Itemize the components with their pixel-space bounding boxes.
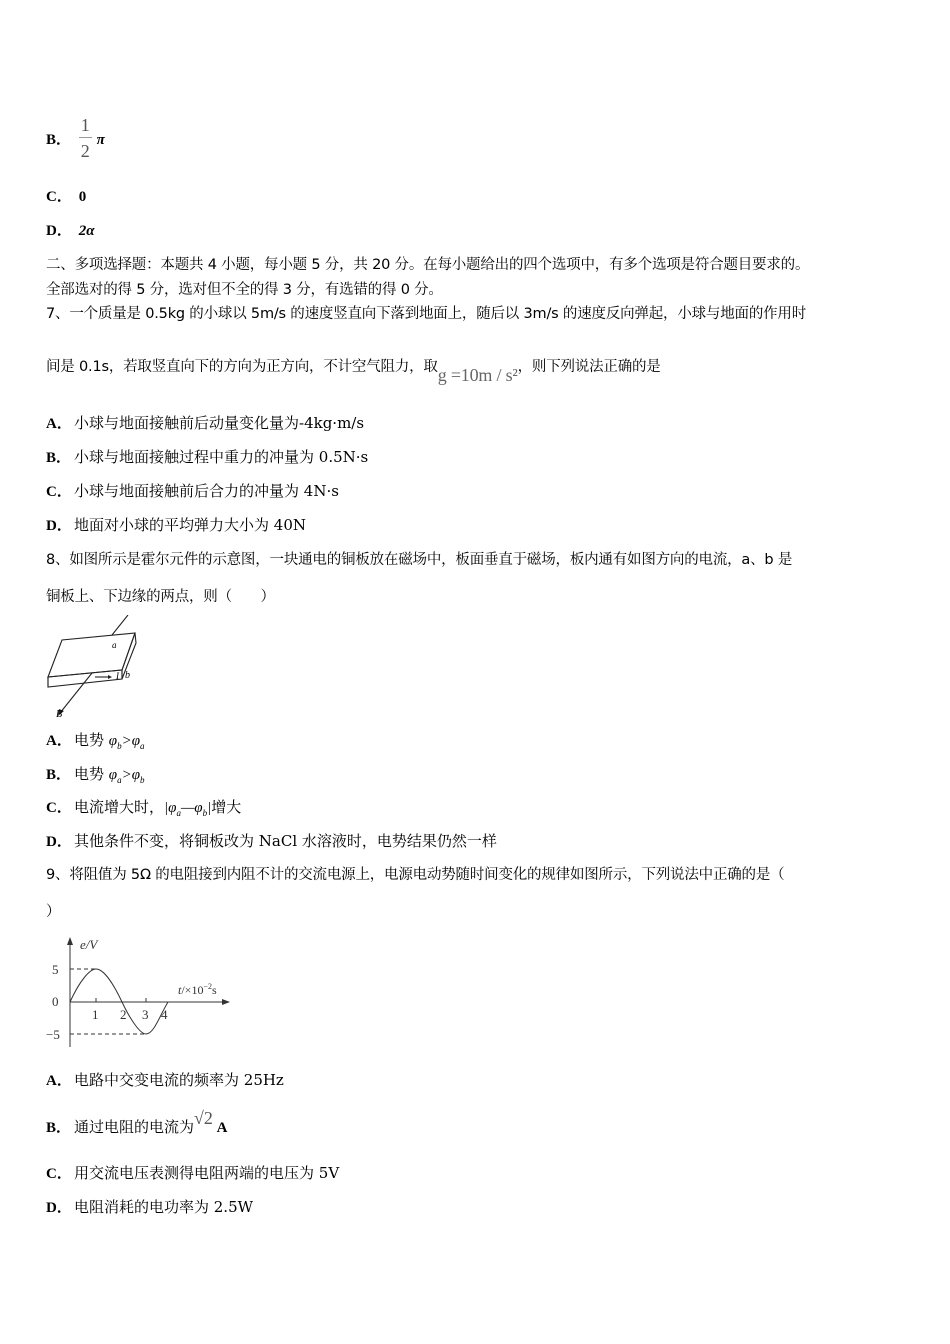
- q7-option-d[interactable]: D． 地面对小球的平均弹力大小为 40N: [46, 516, 306, 534]
- sqrt-expression: √2: [194, 1108, 213, 1128]
- q9-stem-line1: 9、将阻值为 5Ω 的电阻接到内阻不计的交流电源上，电源电动势随时间变化的规律如图所示，下列说法中正确的是（: [46, 867, 785, 883]
- q7-option-b[interactable]: B． 小球与地面接触过程中重力的冲量为 0.5N·s: [46, 448, 369, 466]
- prev-option-d: [46, 220, 95, 241]
- hall-element-figure: [40, 615, 150, 720]
- q7-option-c[interactable]: C． 小球与地面接触前后合力的冲量为 4N·s: [46, 482, 339, 500]
- q7-option-a[interactable]: A． 小球与地面接触前后动量变化量为-4kg·m/s: [46, 414, 365, 432]
- option-label: B．: [46, 132, 72, 148]
- q8-option-b[interactable]: B． 电势 $\varphi_a>\varphi_b$: [46, 765, 145, 785]
- fraction: $\frac{1}{2}$: [80, 115, 90, 161]
- option-label: C．: [46, 189, 72, 205]
- q8-option-c[interactable]: C． 电流增大时，$|\varphi_a—\varphi_b|$增大: [46, 798, 242, 818]
- option-text: 小球与地面接触前后动量变化量为-4kg·m/s: [74, 414, 365, 432]
- gravity-formula: g =10m / s²: [437, 365, 518, 385]
- svg-text:−5: −5: [46, 1027, 60, 1042]
- svg-text:5: 5: [52, 962, 59, 977]
- y-axis-label: e/V: [80, 937, 98, 952]
- label-b: b: [125, 670, 130, 681]
- label-I: I: [116, 671, 119, 681]
- option-text: 地面对小球的平均弹力大小为 40N: [74, 516, 306, 534]
- option-text: 2α: [78, 223, 95, 239]
- q8-option-a[interactable]: A． 电势 $\varphi_b>\varphi_a$: [46, 731, 145, 751]
- svg-text:4: 4: [161, 1007, 168, 1022]
- q9-option-a[interactable]: A． 电路中交变电流的频率为 25Hz: [46, 1071, 284, 1089]
- q9-option-b[interactable]: B． 通过电阻的电流为√2 A: [46, 1108, 228, 1136]
- option-label: D．: [46, 223, 72, 239]
- math-expression: $\varphi_a>\varphi_b$: [108, 767, 145, 785]
- q9-option-c[interactable]: C． 用交流电压表测得电阻两端的电压为 5V: [46, 1164, 340, 1182]
- option-text: 电阻消耗的电功率为 2.5W: [74, 1198, 254, 1216]
- q9-stem-line2: ）: [46, 904, 61, 920]
- q7-stem-line1: 7、一个质量是 0.5kg 的小球以 5m/s 的速度竖直向下落到地面上，随后以 3m/s 的速度反向弹起，小球与地面的作用时: [46, 306, 807, 322]
- math-expression: $|\varphi_a—\varphi_b|$: [164, 800, 212, 818]
- label-B: B: [56, 709, 63, 720]
- q9-option-d[interactable]: D． 电阻消耗的电功率为 2.5W: [46, 1198, 254, 1216]
- option-text: 用交流电压表测得电阻两端的电压为 5V: [74, 1164, 340, 1182]
- label-a: a: [112, 640, 117, 650]
- svg-text:3: 3: [142, 1007, 149, 1022]
- option-text: 电路中交变电流的频率为 25Hz: [74, 1071, 284, 1089]
- prev-option-b: [46, 115, 105, 162]
- q7-stem-line2: 间是 0.1s，若取竖直向下的方向为正方向，不计空气阻力，取g =10m / s²，则下列说法正确的是: [46, 359, 661, 385]
- svg-text:1: 1: [92, 1007, 99, 1022]
- option-text: 0: [78, 189, 87, 205]
- option-text: π: [96, 132, 105, 148]
- svg-text:2: 2: [120, 1007, 127, 1022]
- option-text: 小球与地面接触过程中重力的冲量为 0.5N·s: [74, 448, 369, 466]
- section-heading-line2: 全部选对的得 5 分，选对但不全的得 3 分，有选错的得 0 分。: [46, 282, 443, 298]
- section-heading-line1: 二、多项选择题：本题共 4 小题，每小题 5 分，共 20 分。在每小题给出的四个选项中，有多个选项是符合题目要求的。: [46, 257, 810, 273]
- option-text: 小球与地面接触前后合力的冲量为 4N·s: [74, 482, 339, 500]
- emf-time-chart: [40, 935, 240, 1050]
- prev-option-c: [46, 186, 86, 207]
- svg-text:0: 0: [52, 994, 59, 1009]
- math-expression: $\varphi_b>\varphi_a$: [108, 733, 145, 751]
- x-axis-label: $t/\times 10^{-2}s$: [178, 982, 217, 997]
- q8-stem-line2: 铜板上、下边缘的两点，则（ ）: [46, 589, 275, 605]
- q8-option-d[interactable]: D． 其他条件不变，将铜板改为 NaCl 水溶液时，电势结果仍然一样: [46, 832, 497, 850]
- q8-stem-line1: 8、如图所示是霍尔元件的示意图，一块通电的铜板放在磁场中，板面垂直于磁场，板内通有如图方向的电流，a、b 是: [46, 552, 793, 568]
